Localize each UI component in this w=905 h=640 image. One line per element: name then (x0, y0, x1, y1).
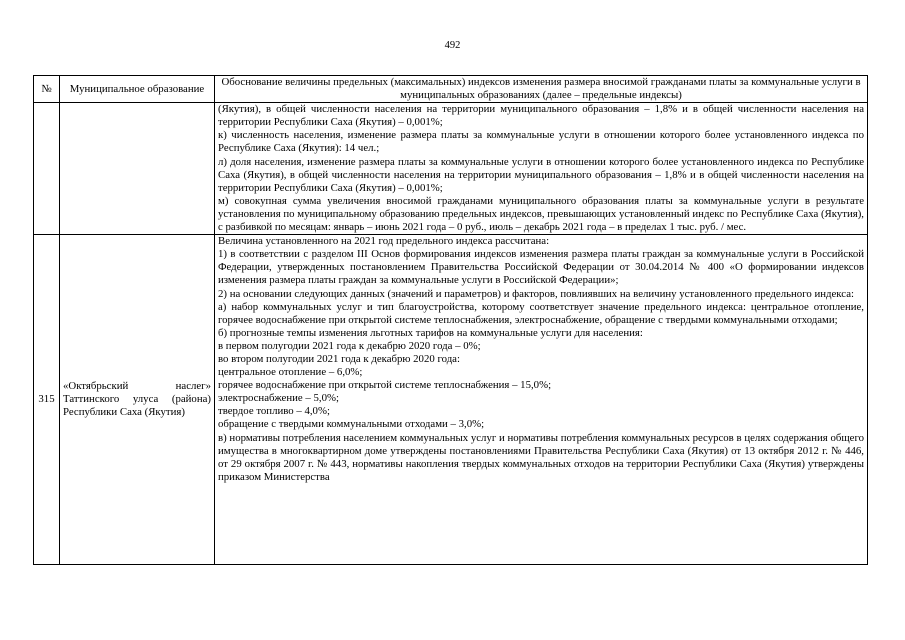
paragraph: в первом полугодии 2021 года к декабрю 2020 года – 0%; (218, 339, 481, 352)
row-number: 315 (34, 235, 60, 565)
page-number: 492 (444, 40, 461, 51)
paragraph: б) прогнозные темпы изменения льготных тарифов на коммунальные услуги для населения: (218, 326, 643, 339)
header-number: № (34, 76, 60, 103)
paragraph: горячее водоснабжение при открытой системе теплоснабжения – 15,0%; (218, 379, 552, 392)
row-municipality: «Октябрьский наслег» Таттинского улуса (района) Республики Саха (Якутия) (60, 235, 215, 565)
header-justification: Обоснование величины предельных (максимальных) индексов изменения размера вносимой гражданами платы за коммунальные услуги в муниципальных образованиях (далее – предельные индексы) (215, 76, 868, 103)
paragraph: а) набор коммунальных услуг и тип благоустройства, которому соответствует значение предельного индекса: центральное отопление, горячее водоснабжение при открытой системе теплоснабжения, электроснабжение, обращение с твердыми коммунальными отходами; (218, 300, 864, 326)
row-number (34, 103, 60, 235)
table-header-row (34, 76, 868, 103)
paragraph: твердое топливо – 4,0%; (218, 405, 330, 418)
paragraph: (Якутия), в общей численности населения на территории муниципального образования – 1,8% и в общей численности населения на территории Республики Саха (Якутия) – 0,001%; (218, 103, 864, 129)
paragraph: центральное отопление – 6,0%; (218, 366, 363, 379)
paragraph: л) доля населения, изменение размера платы за коммунальные услуги в отношении которого более установленного индекса по Республике Саха (Якутия), в общей численности населения на территории муниципального образования – 1,8% и в общей численности населения на территории Республики Саха (Якутия) – 0,001%; (218, 155, 864, 194)
paragraph: электроснабжение – 5,0%; (218, 392, 339, 405)
paragraph: в) нормативы потребления населением коммунальных услуг и нормативы потребления коммунальных ресурсов в целях содержания общего имущества в многоквартирном доме утверждены постановлениями Правительства Республики Саха (Якутия) от 13 октября 2012 г. № 446, от 29 октября 2007 г. № 443, нормативы накопления твердых коммунальных отходов на территории Республики Саха (Якутия) утверждены приказом Министерства (218, 431, 864, 483)
paragraph: к) численность населения, изменение размера платы за коммунальные услуги в отношении которого более установленного индекса по Республике Саха (Якутия): 14 чел.; (218, 129, 864, 155)
paragraph: м) совокупная сумма увеличения вносимой гражданами муниципального образования платы за коммунальные услуги в результате установления по муниципальному образованию предельных индексов, превышающих установленный индекс по Республике Саха (Якутия), с разбивкой по месяцам: январь – июнь 2021 года – 0 руб., июль – декабрь 2021 года – в пределах 1 тыс. руб. / мес. (218, 194, 864, 234)
paragraph: во втором полугодии 2021 года к декабрю 2020 года: (218, 352, 460, 365)
justification-table (33, 75, 868, 565)
row-justification (215, 103, 868, 235)
table-row (34, 235, 868, 565)
row-justification (215, 235, 868, 565)
paragraph: Величина установленного на 2021 год предельного индекса рассчитана: (218, 235, 550, 248)
row-municipality (60, 103, 215, 235)
paragraph: 2) на основании следующих данных (значений и параметров) и факторов, повлиявших на величину установленного предельного индекса: (218, 287, 854, 300)
paragraph: 1) в соответствии с разделом III Основ формирования индексов изменения размера платы граждан за коммунальные услуги в Российской Федерации, утвержденных постановлением Правительства Российской Федерации от 30.04.2014 № 400 «О формировании индексов изменения размера платы граждан за коммунальные услуги в Российской Федерации»; (218, 248, 864, 287)
paragraph: обращение с твердыми коммунальными отходами – 3,0%; (218, 418, 485, 431)
header-municipality: Муниципальное образование (60, 76, 215, 103)
table-row (34, 103, 868, 235)
